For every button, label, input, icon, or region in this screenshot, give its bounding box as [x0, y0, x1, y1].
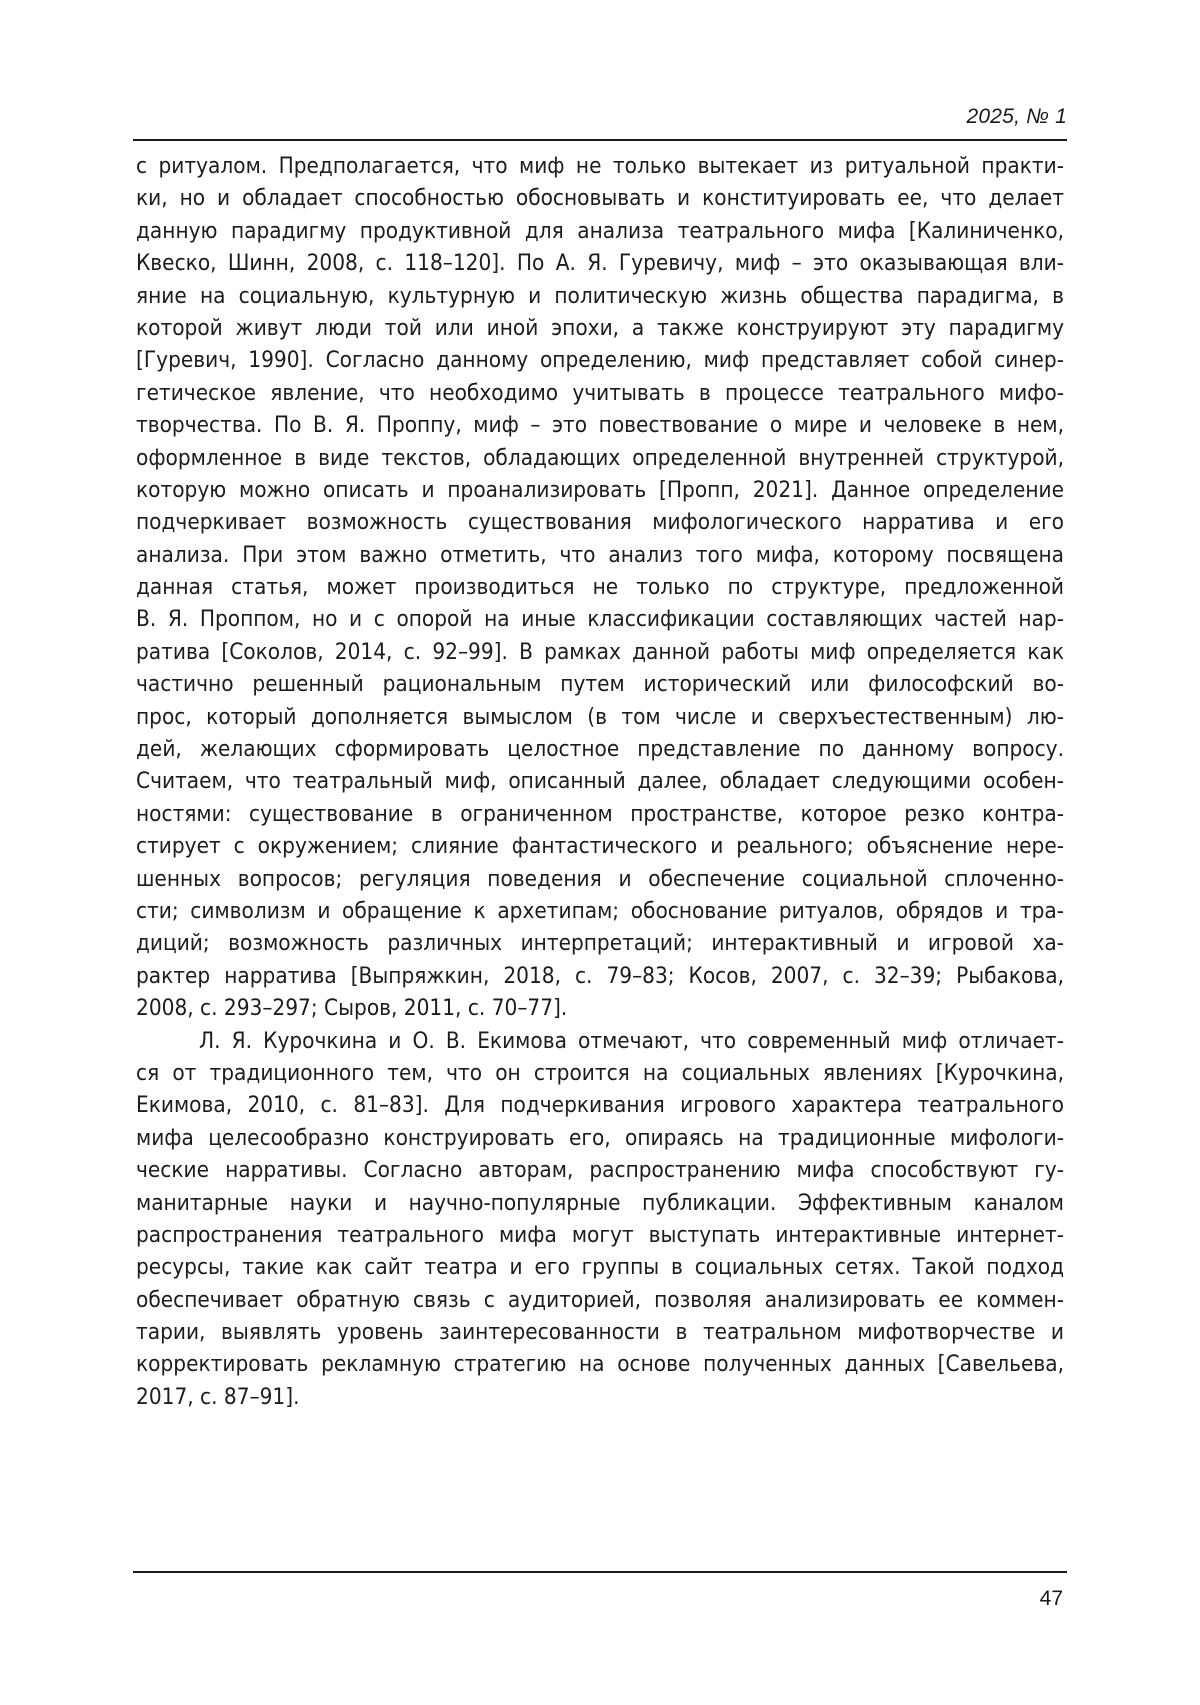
text-line: стирует с окружением; слияние фантастического и реального; объяснение нере-: [136, 833, 1064, 860]
text-line: частично решенный рациональным путем исторический или философский во-: [136, 671, 1064, 698]
text-line: обеспечивает обратную связь с аудиторией, позволяя анализировать ее коммен-: [136, 1286, 1064, 1313]
text-line: гетическое явление, что необходимо учитывать в процессе театрального мифо-: [136, 379, 1064, 406]
text-line: сти; символизм и обращение к архетипам; обоснование ритуалов, обрядов и тра-: [136, 897, 1064, 924]
running-footer: [133, 1571, 1067, 1610]
text-line: ки, но и обладает способностью обосновывать и конституировать ее, что делает: [136, 185, 1064, 212]
text-line: которой живут люди той или иной эпохи, а также конструируют эту парадигму: [136, 314, 1064, 341]
text-line: корректировать рекламную стратегию на основе полученных данных [Савельева,: [136, 1351, 1064, 1378]
text-line: манитарные науки и научно-популярные публикации. Эффективным каналом: [136, 1189, 1064, 1216]
paragraph-2: [136, 1025, 1064, 1414]
text-line: с ритуалом. Предполагается, что миф не только вытекает из ритуальной практи-: [136, 153, 1064, 179]
text-line: яние на социальную, культурную и политическую жизнь общества парадигма, в: [136, 282, 1064, 309]
paragraph-1: [136, 150, 1064, 1025]
text-line: данная статья, может производиться не только по структуре, предложенной: [136, 574, 1064, 601]
text-line: анализа. При этом важно отметить, что анализ того мифа, которому посвящена: [136, 541, 1064, 568]
issue-label: 2025, № 1: [966, 105, 1067, 128]
text-line: прос, который дополняется вымыслом (в том числе и сверхъестественным) лю-: [136, 703, 1064, 730]
article-body: [136, 150, 1064, 1413]
text-line: Квеско, Шинн, 2008, с. 118–120]. По А. Я. Гуревичу, миф – это оказывающая вли-: [136, 250, 1064, 277]
running-header: [133, 101, 1067, 141]
text-line: творчества. По В. Я. Проппу, миф – это повествование о мире и человеке в нем,: [136, 412, 1064, 439]
text-line: подчеркивает возможность существования мифологического нарратива и его: [136, 509, 1064, 536]
text-line: мифа целесообразно конструировать его, опираясь на традиционные мифологи-: [136, 1124, 1064, 1151]
text-line: ся от традиционного тем, что он строится на социальных явлениях [Курочкина,: [136, 1059, 1064, 1086]
text-line: Считаем, что театральный миф, описанный далее, обладает следующими особен-: [136, 768, 1064, 795]
text-line: 2008, с. 293–297; Сыров, 2011, с. 70–77].: [136, 995, 568, 1022]
text-line: [Гуревич, 1990]. Согласно данному определению, миф представляет собой синер-: [136, 347, 1064, 374]
text-line: ностями: существование в ограниченном пространстве, которое резко контра-: [136, 800, 1064, 827]
text-line: дей, желающих сформировать целостное представление по данному вопросу.: [136, 736, 1064, 763]
text-line: В. Я. Проппом, но и с опорой на иные классификации составляющих частей нар-: [136, 606, 1064, 633]
text-line: Екимова, 2010, с. 81–83]. Для подчеркивания игрового характера театрального: [136, 1092, 1064, 1119]
text-line: распространения театрального мифа могут выступать интерактивные интернет-: [136, 1221, 1064, 1248]
text-line: диций; возможность различных интерпретаций; интерактивный и игровой ха-: [136, 930, 1064, 957]
text-line: тарии, выявлять уровень заинтересованности в театральном мифотворчестве и: [136, 1319, 1064, 1346]
text-line: оформленное в виде текстов, обладающих определенной внутренней структурой,: [136, 444, 1064, 471]
text-line: шенных вопросов; регуляция поведения и обеспечение социальной сплоченно-: [136, 865, 1064, 892]
text-line: ческие нарративы. Согласно авторам, распространению мифа способствуют гу-: [136, 1157, 1064, 1184]
text-line: рактер нарратива [Выпряжкин, 2018, с. 79–83; Косов, 2007, с. 32–39; Рыбакова,: [136, 962, 1064, 989]
text-line: данную парадигму продуктивной для анализа театрального мифа [Калиниченко,: [136, 217, 1064, 244]
text-line: 2017, с. 87–91].: [136, 1383, 300, 1410]
page-number: 47: [1039, 1587, 1063, 1610]
text-line: ратива [Соколов, 2014, с. 92–99]. В рамках данной работы миф определяется как: [136, 638, 1064, 665]
text-line: Л. Я. Курочкина и О. В. Екимова отмечают, что современный миф отличает-: [199, 1027, 1064, 1054]
text-line: ресурсы, такие как сайт театра и его группы в социальных сетях. Такой подход: [136, 1254, 1064, 1281]
text-line: которую можно описать и проанализировать [Пропп, 2021]. Данное определение: [136, 476, 1064, 503]
